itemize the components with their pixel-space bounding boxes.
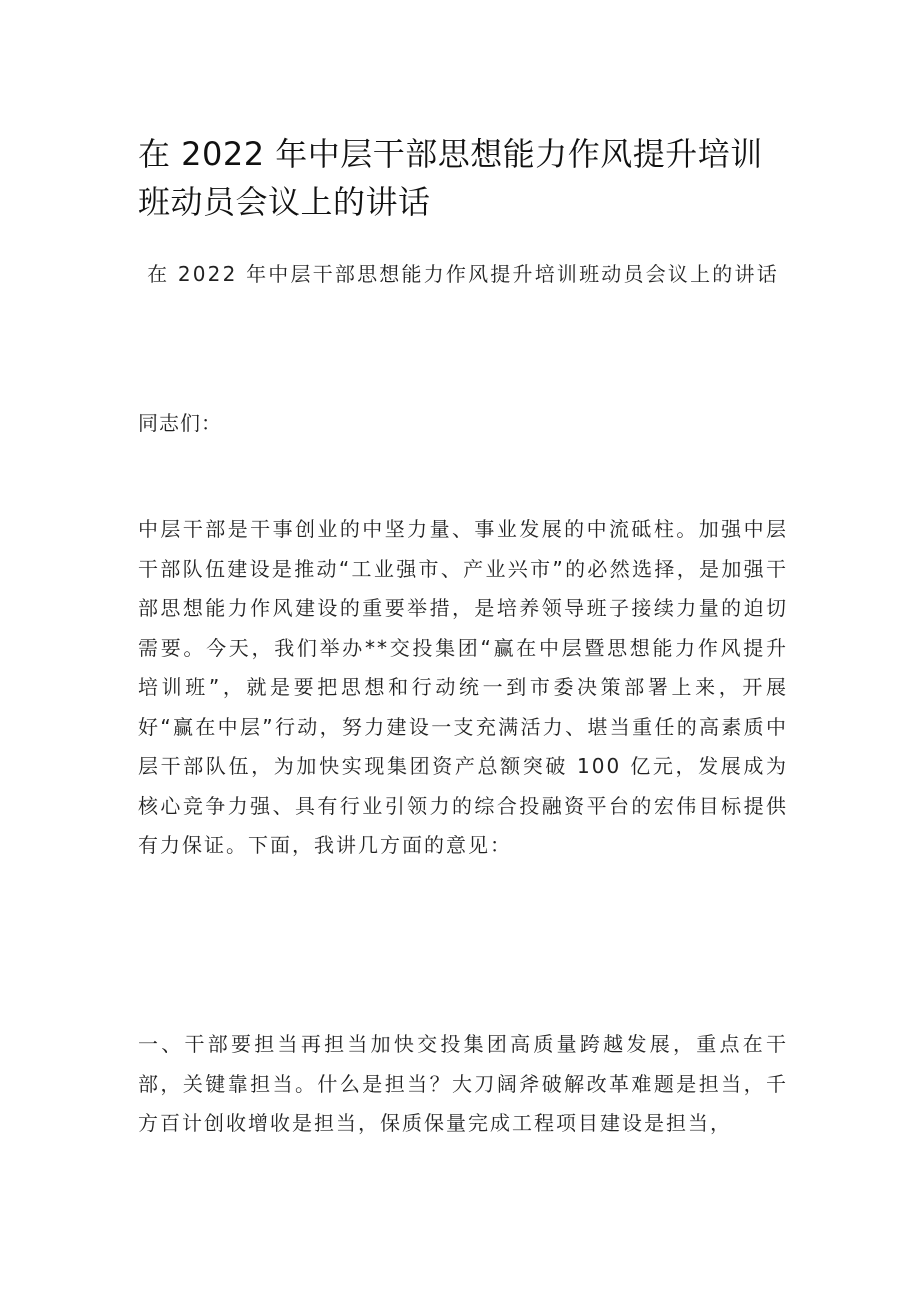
salutation: 同志们： — [138, 411, 222, 435]
document-title: 在 2022 年中层干部思想能力作风提升培训班动员会议上的讲话 — [138, 135, 763, 221]
body-paragraph: 中层干部是干事创业的中坚力量、事业发展的中流砥柱。加强中层干部队伍建设是推动“工业强市、产业兴市”的必然选择，是加强干部思想能力作风建设的重要举措，是培养领导班子接续力量的迫切需要。今天，我们举办**交投集团“赢在中层暨思想能力作风提升培训班”，就是要把思想和行动统一到市委决策部署上来，开展好“赢在中层”行动，努力建设一支充满活力、堪当重任的高素质中层干部队伍，为加快实现集团资产总额突破 100 亿元，发展成为核心竞争力强、具有行业引领力的综合投融资平台的宏伟目标提供有力保证。下面，我讲几方面的意见： — [138, 517, 788, 857]
document-subtitle: 在 2022 年中层干部思想能力作风提升培训班动员会议上的讲话 — [147, 262, 779, 286]
body-paragraph: 一、干部要担当再担当加快交投集团高质量跨越发展，重点在干部，关键靠担当。什么是担当？大刀阔斧破解改革难题是担当，千方百计创收增收是担当，保质保量完成工程项目建设是担当， — [138, 1032, 788, 1135]
